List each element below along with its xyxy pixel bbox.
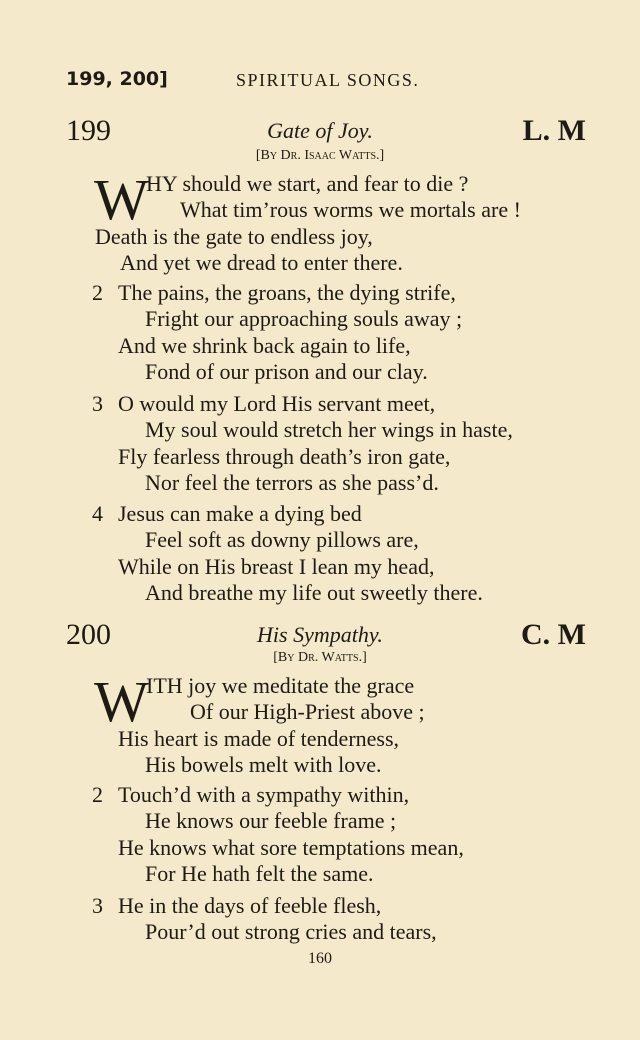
drop-cap: W — [94, 167, 149, 232]
verse-line: Death is the gate to endless joy, — [95, 223, 373, 249]
verse-line: His bowels melt with love. — [145, 751, 382, 777]
stanza-4 — [0, 501, 640, 606]
stanza-3 — [0, 893, 640, 946]
verse-line: The pains, the groans, the dying strife, — [118, 280, 456, 305]
verse-line: Of our High-Priest above ; — [190, 699, 425, 725]
hymn-number: 200 — [66, 618, 111, 651]
verse-number: 3 — [92, 893, 103, 918]
verse-line: Feel soft as downy pillows are, — [145, 527, 419, 553]
verse-line: He in the days of feeble flesh, — [118, 893, 382, 918]
hymn-meter: C. M — [521, 618, 586, 651]
verse-line: He knows our feeble frame ; — [145, 808, 397, 834]
verse-number: 4 — [92, 501, 103, 526]
verse-number: 2 — [92, 782, 103, 807]
verse-line: HY should we start, and fear to die ? — [146, 171, 469, 196]
verse-line: Fly fearless through death’s iron gate, — [118, 443, 451, 469]
verse-line: Fond of our prison and our clay. — [145, 358, 428, 384]
verse-line: What tim’rous worms we mortals are ! — [180, 197, 521, 223]
verse-line: Nor feel the terrors as she pass’d. — [145, 469, 439, 495]
verse-line: While on His breast I lean my head, — [118, 553, 435, 579]
hymn-title: His Sympathy. — [257, 622, 383, 647]
verse-line: He knows what sore temptations mean, — [118, 834, 464, 860]
verse-line: And we shrink back again to life, — [118, 332, 411, 358]
running-head-numbers: 199, 200] — [66, 68, 168, 90]
verse-line: ITH joy we meditate the grace — [146, 673, 415, 698]
verse-number: 3 — [92, 391, 103, 416]
verse-line: O would my Lord His servant meet, — [118, 391, 436, 416]
stanza-3 — [0, 391, 640, 496]
verse-line: And yet we dread to enter there. — [120, 249, 403, 275]
hymn-attribution: [By Dr. Isaac Watts.] — [255, 148, 385, 163]
page-number: 160 — [308, 950, 332, 967]
hymn-meter: L. M — [522, 114, 586, 147]
drop-cap: W — [94, 669, 149, 734]
hymn-title: Gate of Joy. — [267, 118, 373, 143]
verse-line: Touch’d with a sympathy within, — [118, 782, 410, 807]
verse-line: Pour’d out strong cries and tears, — [145, 919, 437, 945]
hymn-number: 199 — [66, 114, 111, 147]
verse-line: His heart is made of tenderness, — [118, 725, 400, 751]
stanza-2 — [0, 280, 640, 385]
verse-line: For He hath felt the same. — [145, 860, 374, 886]
stanza-1 — [0, 167, 640, 276]
hymn-attribution: [By Dr. Watts.] — [273, 650, 367, 665]
verse-line: And breathe my life out sweetly there. — [145, 579, 483, 605]
verse-line: My soul would stretch her wings in haste, — [145, 417, 513, 443]
running-head-title: SPIRITUAL SONGS. — [236, 70, 420, 90]
stanza-1 — [0, 669, 640, 778]
verse-line: Jesus can make a dying bed — [118, 501, 362, 526]
verse-line: Fright our approaching souls away ; — [145, 306, 463, 332]
stanza-2 — [0, 782, 640, 887]
verse-number: 2 — [92, 280, 103, 305]
